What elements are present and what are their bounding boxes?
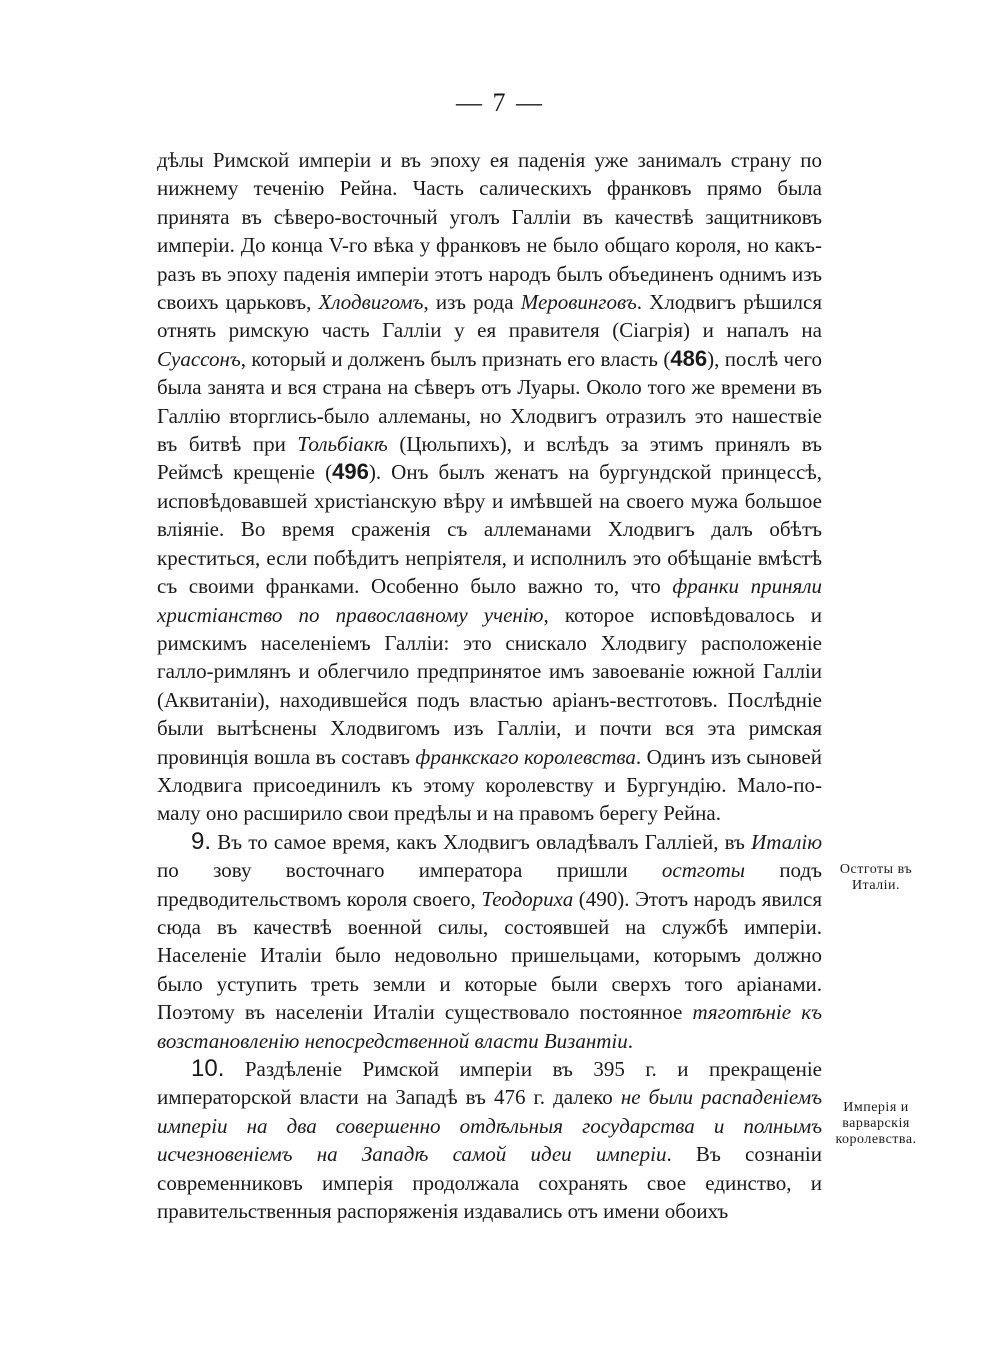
- margin-note-ostgoths: Остготы въ Италіи.: [839, 862, 913, 893]
- text-run: ). Онъ былъ женатъ на бургундской принцессѣ, исповѣдовавшей христіанскую вѣру и имѣвшей на своего мужа большое вліяніе. Во время сраженія съ аллеманами Хлодвигъ далъ обѣтъ креститься, если побѣдитъ непріятеля, и исполнилъ это обѣщаніе вмѣстѣ съ своими франками. Особенно было важно то, что: [157, 460, 823, 599]
- text-run: , которое исповѣдовалось и римскимъ населеніемъ Галліи: это снискало Хлодвигу расположеніе галло-римлянъ и облегчило предпринятое имъ завоеваніе южной Галліи (Аквитаніи), находившейся подъ властью аріанъ-вестготовъ. Послѣдніе были вытѣснены Хлодвигомъ изъ Галліи, и почти вся эта римская провинція вошла въ составъ: [157, 602, 822, 769]
- text-run: Раздѣленіе Римской имперіи въ 395 г. и прекращеніе императорской власти на Западѣ въ 476 г. далеко: [157, 1057, 822, 1110]
- emphasis-italy: Италію: [751, 829, 822, 854]
- paragraph-franks: [157, 146, 822, 828]
- margin-note-empire: Имперія и варварскія королевства.: [835, 1100, 917, 1147]
- emphasis-ostgoths: остготы: [661, 858, 745, 883]
- text-run: Въ то самое время, какъ Хлодвигъ овладѣвалъ Галліей, въ: [211, 829, 752, 854]
- page-number: — 7 —: [456, 88, 544, 117]
- text-run: . Хлодвигъ рѣшился отнять римскую часть Галліи у ея правителя (Сіагрія) и напалъ на: [157, 290, 822, 343]
- emphasis-soissons: Суассонъ: [157, 346, 241, 371]
- emphasis-frankish-kingdom: франкскаго королевства: [415, 744, 636, 769]
- paragraph-10: [157, 1055, 822, 1225]
- emphasis-merovingians: Меровинговъ: [520, 290, 637, 315]
- text-run: . Въ сознаніи современниковъ имперія продолжала сохранять свое единство, и правительственныя распоряженія издавались отъ имени обоихъ: [157, 1142, 822, 1224]
- paragraph-9: [157, 828, 822, 1055]
- text-run: ), послѣ чего была занята и вся страна на сѣверъ отъ Луары. Около того же времени въ Галлію вторглись-было аллеманы, но Хлодвигъ отразилъ это нашествіе въ битвѣ при: [157, 346, 822, 457]
- text-run: , изъ рода: [423, 290, 521, 315]
- text-run: (Цюльпихъ), и вслѣдъ за этимъ принялъ въ Реймсѣ крещеніе (: [157, 432, 822, 485]
- text-column: [157, 146, 822, 1225]
- emphasis-clovis: Хлодвигомъ: [318, 290, 424, 315]
- text-run: дѣлы Римской имперіи и въ эпоху ея паденія уже занималъ страну по нижнему теченію Рейна. Часть салическихъ франковъ прямо была принята въ сѣверо-восточный уголъ Галліи въ качествѣ защитниковъ имперіи. До конца V-го вѣка у франковъ не было общаго короля, но какъ-разъ въ эпоху паденія имперіи этотъ народъ былъ объединенъ однимъ изъ своихъ царьковъ,: [157, 148, 822, 315]
- date-486: 486: [670, 345, 708, 371]
- emphasis-byzantium: тяготѣніе къ возстановленію непосредственной власти Византіи: [157, 1000, 822, 1053]
- text-run: подъ предводительствомъ короля своего,: [157, 858, 822, 911]
- emphasis-orthodox: франки приняли христіанство по православному ученію: [157, 574, 822, 627]
- emphasis-tolbiac: Тольбіакѣ: [297, 432, 388, 457]
- text-run: , который и долженъ былъ признать его власть (: [240, 346, 671, 371]
- section-number-9: 9.: [191, 827, 212, 855]
- text-run: .: [627, 1028, 634, 1053]
- text-run: по зову восточнаго императора пришли: [157, 858, 662, 883]
- text-run: . Одинъ изъ сыновей Хлодвига присоединилъ къ этому королевству и Бургундію. Мало-по-малу оно расширило свои предѣлы и на правомъ берегу Рейна.: [157, 744, 822, 826]
- text-run: (490). Этотъ народъ явился сюда въ качествѣ военной силы, состоявшей на службѣ имперіи. Населеніе Италіи было недовольно пришельцами, которымъ должно было уступить треть земли и которые были сверхъ того аріанами. Поэтому въ населеніи Италіи существовало постоянное: [157, 886, 823, 1025]
- emphasis-not-division: не были распаденіемъ имперіи на два совершенно отдѣльныя государства и полнымъ исчезновеніемъ на Западѣ самой идеи имперіи: [157, 1085, 822, 1167]
- date-496: 496: [332, 459, 369, 485]
- section-number-10: 10.: [191, 1055, 225, 1082]
- emphasis-theodoric: Теодориха: [481, 886, 574, 911]
